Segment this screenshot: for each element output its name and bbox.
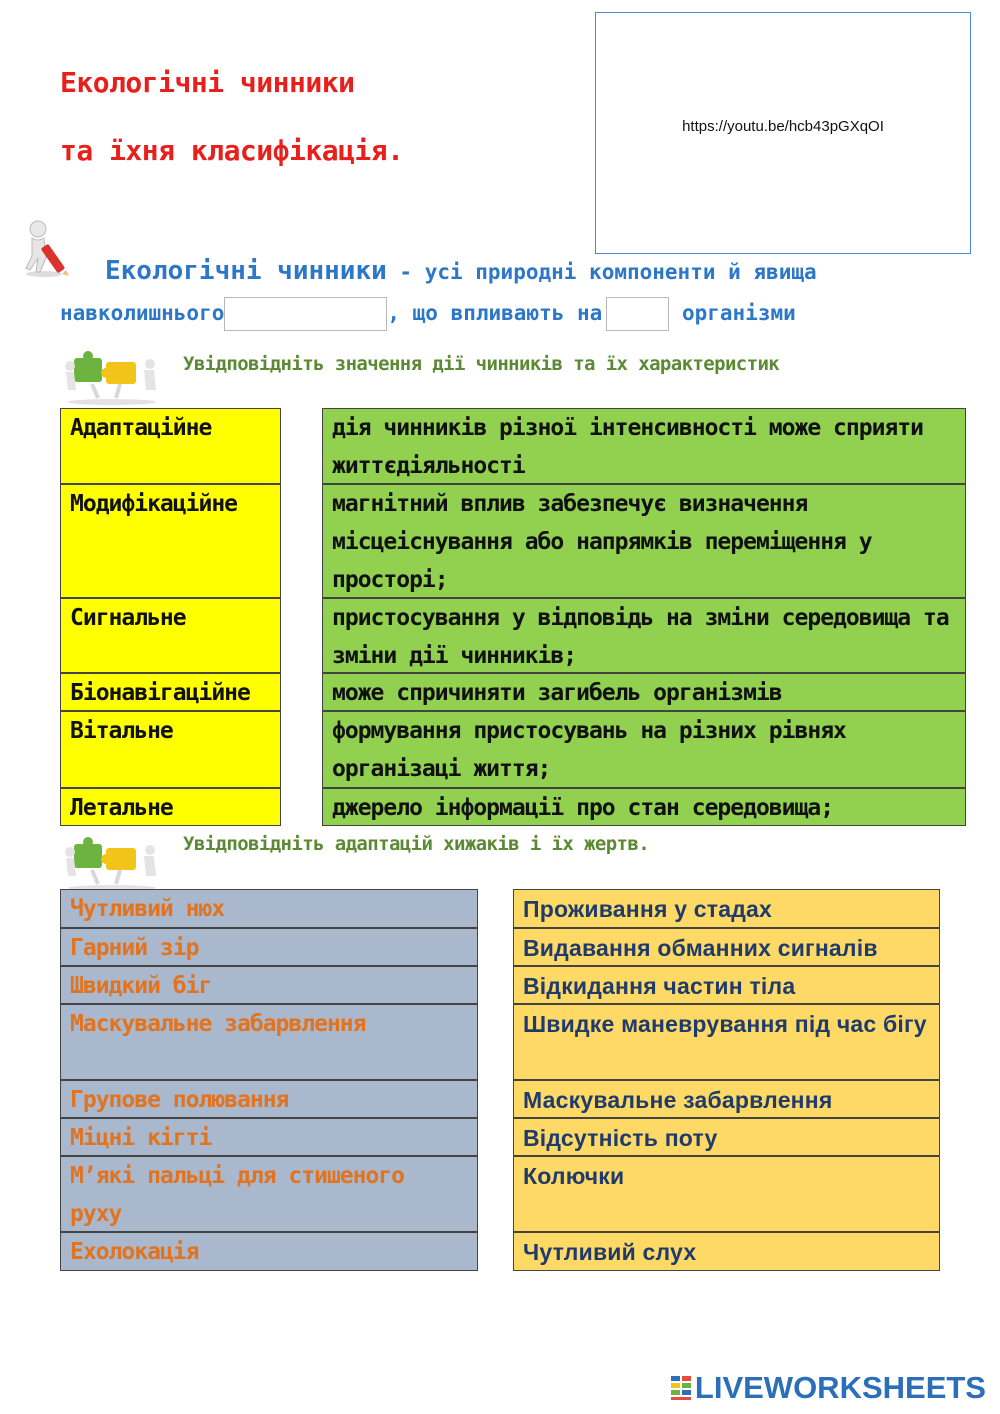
predator-item[interactable]: Ехолокація bbox=[60, 1232, 478, 1271]
definition-part3: , що впливають на bbox=[387, 301, 603, 325]
prey-item[interactable]: Чутливий слух bbox=[513, 1232, 940, 1271]
match-left-item[interactable]: Летальне bbox=[60, 788, 281, 826]
liveworksheets-logo-icon bbox=[670, 1375, 692, 1401]
match-right-item[interactable]: магнітний вплив забезпечує визначення місцеіснування або напрямків переміщення у просторі; bbox=[322, 484, 966, 598]
task2-instruction: Увідповідніть адаптацій хижаків і їх жертв. bbox=[183, 833, 650, 855]
blank-input-environment[interactable] bbox=[224, 297, 387, 331]
match-left-item[interactable]: Модифікаційне bbox=[60, 484, 281, 598]
prey-item[interactable]: Відкидання частин тіла bbox=[513, 966, 940, 1004]
predator-item[interactable]: Маскувальне забарвлення bbox=[60, 1004, 478, 1080]
prey-item[interactable]: Видавання обманних сигналів bbox=[513, 928, 940, 966]
video-embed[interactable] bbox=[595, 12, 971, 254]
prey-item[interactable]: Проживання у стадах bbox=[513, 889, 940, 928]
predator-item[interactable]: Міцні кігті bbox=[60, 1118, 478, 1156]
match-left-item[interactable]: Вітальне bbox=[60, 711, 281, 788]
video-link[interactable]: https://youtu.be/hcb43pGXqOI bbox=[682, 117, 884, 135]
definition-part1: - усі природні компоненти й явища bbox=[386, 260, 817, 284]
prey-item[interactable]: Маскувальне забарвлення bbox=[513, 1080, 940, 1118]
match-right-item[interactable]: пристосування у відповідь на зміни середовища та зміни дії чинників; bbox=[322, 598, 966, 673]
task1-instruction: Увідповідніть значення дії чинників та їх характеристик bbox=[183, 353, 780, 375]
definition-term: Екологічні чинники bbox=[105, 256, 387, 286]
predator-item[interactable]: Гарний зір bbox=[60, 928, 478, 966]
definition-part4: організми bbox=[669, 301, 796, 325]
predator-item[interactable]: Чутливий нюх bbox=[60, 889, 478, 928]
puzzle-people-icon bbox=[62, 830, 162, 892]
predator-item[interactable]: Швидкий біг bbox=[60, 966, 478, 1004]
definition-line2 bbox=[60, 297, 796, 331]
match-left-item[interactable]: Сигнальне bbox=[60, 598, 281, 673]
match-right-item[interactable]: дія чинників різної інтенсивності може сприяти життєдіяльності bbox=[322, 408, 966, 484]
prey-item[interactable]: Відсутність поту bbox=[513, 1118, 940, 1156]
pencil-person-icon bbox=[22, 218, 74, 278]
liveworksheets-brand: LIVEWORKSHEETS bbox=[694, 1370, 986, 1405]
match-left-item[interactable]: Адаптаційне bbox=[60, 408, 281, 484]
prey-item[interactable]: Колючки bbox=[513, 1156, 940, 1232]
match-right-item[interactable]: може спричиняти загибель організмів bbox=[322, 673, 966, 711]
page-title-line2: та їхня класифікація. bbox=[60, 134, 404, 167]
page-title-line1: Екологічні чинники bbox=[60, 66, 355, 99]
blank-input-organisms[interactable] bbox=[606, 297, 669, 331]
predator-item[interactable]: Групове полювання bbox=[60, 1080, 478, 1118]
match-right-item[interactable]: джерело інформації про стан середовища; bbox=[322, 788, 966, 826]
predator-item[interactable]: М’які пальці для стишеного руху bbox=[60, 1156, 478, 1232]
definition-line1 bbox=[105, 256, 817, 286]
prey-item[interactable]: Швидке маневрування під час бігу bbox=[513, 1004, 940, 1080]
match-left-item[interactable]: Біонавігаційне bbox=[60, 673, 281, 711]
liveworksheets-logo[interactable] bbox=[670, 1370, 986, 1406]
definition-part2: навколишнього bbox=[60, 301, 225, 325]
puzzle-people-icon bbox=[62, 344, 162, 406]
match-right-item[interactable]: формування пристосувань на різних рівнях організаці життя; bbox=[322, 711, 966, 788]
